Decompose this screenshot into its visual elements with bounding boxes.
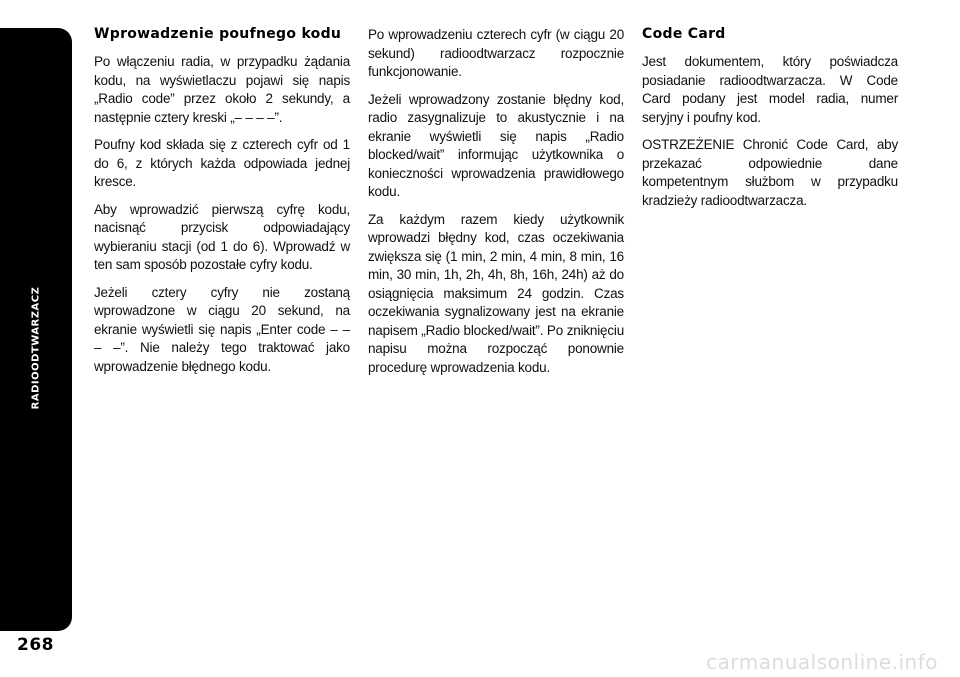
section-heading-code-card: Code Card: [642, 26, 726, 42]
paragraph: Po wprowadzeniu czterech cyfr (w ciągu 20 sekund) radioodtwarzacz rozpocznie funkcjonowanie.: [368, 27, 624, 79]
paragraph: OSTRZEŻENIE Chronić Code Card, aby przekazać odpowiednie dane kompetentnym służbom w przypadku kradzieży radioodtwarzacza.: [642, 137, 898, 208]
paragraph: Jeżeli wprowadzony zostanie błędny kod, radio zasygnalizuje to akustycznie i na ekranie wyświetli się napis „Radio blocked/wait” informując użytkownika o konieczności wprowadzenia prawidłowego kodu.: [368, 91, 624, 199]
paragraph: Poufny kod składa się z czterech cyfr od 1 do 6, z których każda odpowiada jednej kresce.: [94, 137, 350, 189]
column-2: [368, 26, 624, 386]
page-number: 268: [17, 635, 54, 655]
column-1: [94, 26, 350, 385]
column-3: [642, 26, 898, 219]
chapter-side-tab: [0, 28, 72, 631]
chapter-label: RADIOODTWARZACZ: [30, 286, 42, 410]
watermark: carmanualsonline.info: [706, 650, 938, 674]
paragraph: Za każdym razem kiedy użytkownik wprowadzi błędny kod, czas oczekiwania zwiększa się (1 min, 2 min, 4 min, 8 min, 16 min, 30 min, 1h, 2h, 4h, 8h, 16h, 24h) aż do osiągnięcia maksimum 24 godzin. Czas oczekiwania sygnalizowany jest na ekranie napisem „Radio blocked/wait”. Po zniknięciu napisu można rozpocząć ponownie procedurę wprowadzenia kodu.: [368, 211, 624, 375]
paragraph: Jest dokumentem, który poświadcza posiadanie radioodtwarzacza. W Code Card podany jest model radia, numer seryjny i poufny kod.: [642, 54, 898, 125]
paragraph: Po włączeniu radia, w przypadku żądania kodu, na wyświetlaczu pojawi się napis „Radio code” przez około 2 sekundy, a następnie cztery kreski „– – – –”.: [94, 54, 350, 125]
section-heading-confidential-code: Wprowadzenie poufnego kodu: [94, 26, 342, 42]
paragraph: Aby wprowadzić pierwszą cyfrę kodu, nacisnąć przycisk odpowiadający wybieraniu stacji (od 1 do 6). Wprowadź w ten sam sposób pozostałe cyfry kodu.: [94, 201, 350, 272]
paragraph: Jeżeli cztery cyfry nie zostaną wprowadzone w ciągu 20 sekund, na ekranie wyświetli się napis „Enter code – – – –”. Nie należy tego traktować jako wprowadzenie błędnego kodu.: [94, 284, 350, 374]
